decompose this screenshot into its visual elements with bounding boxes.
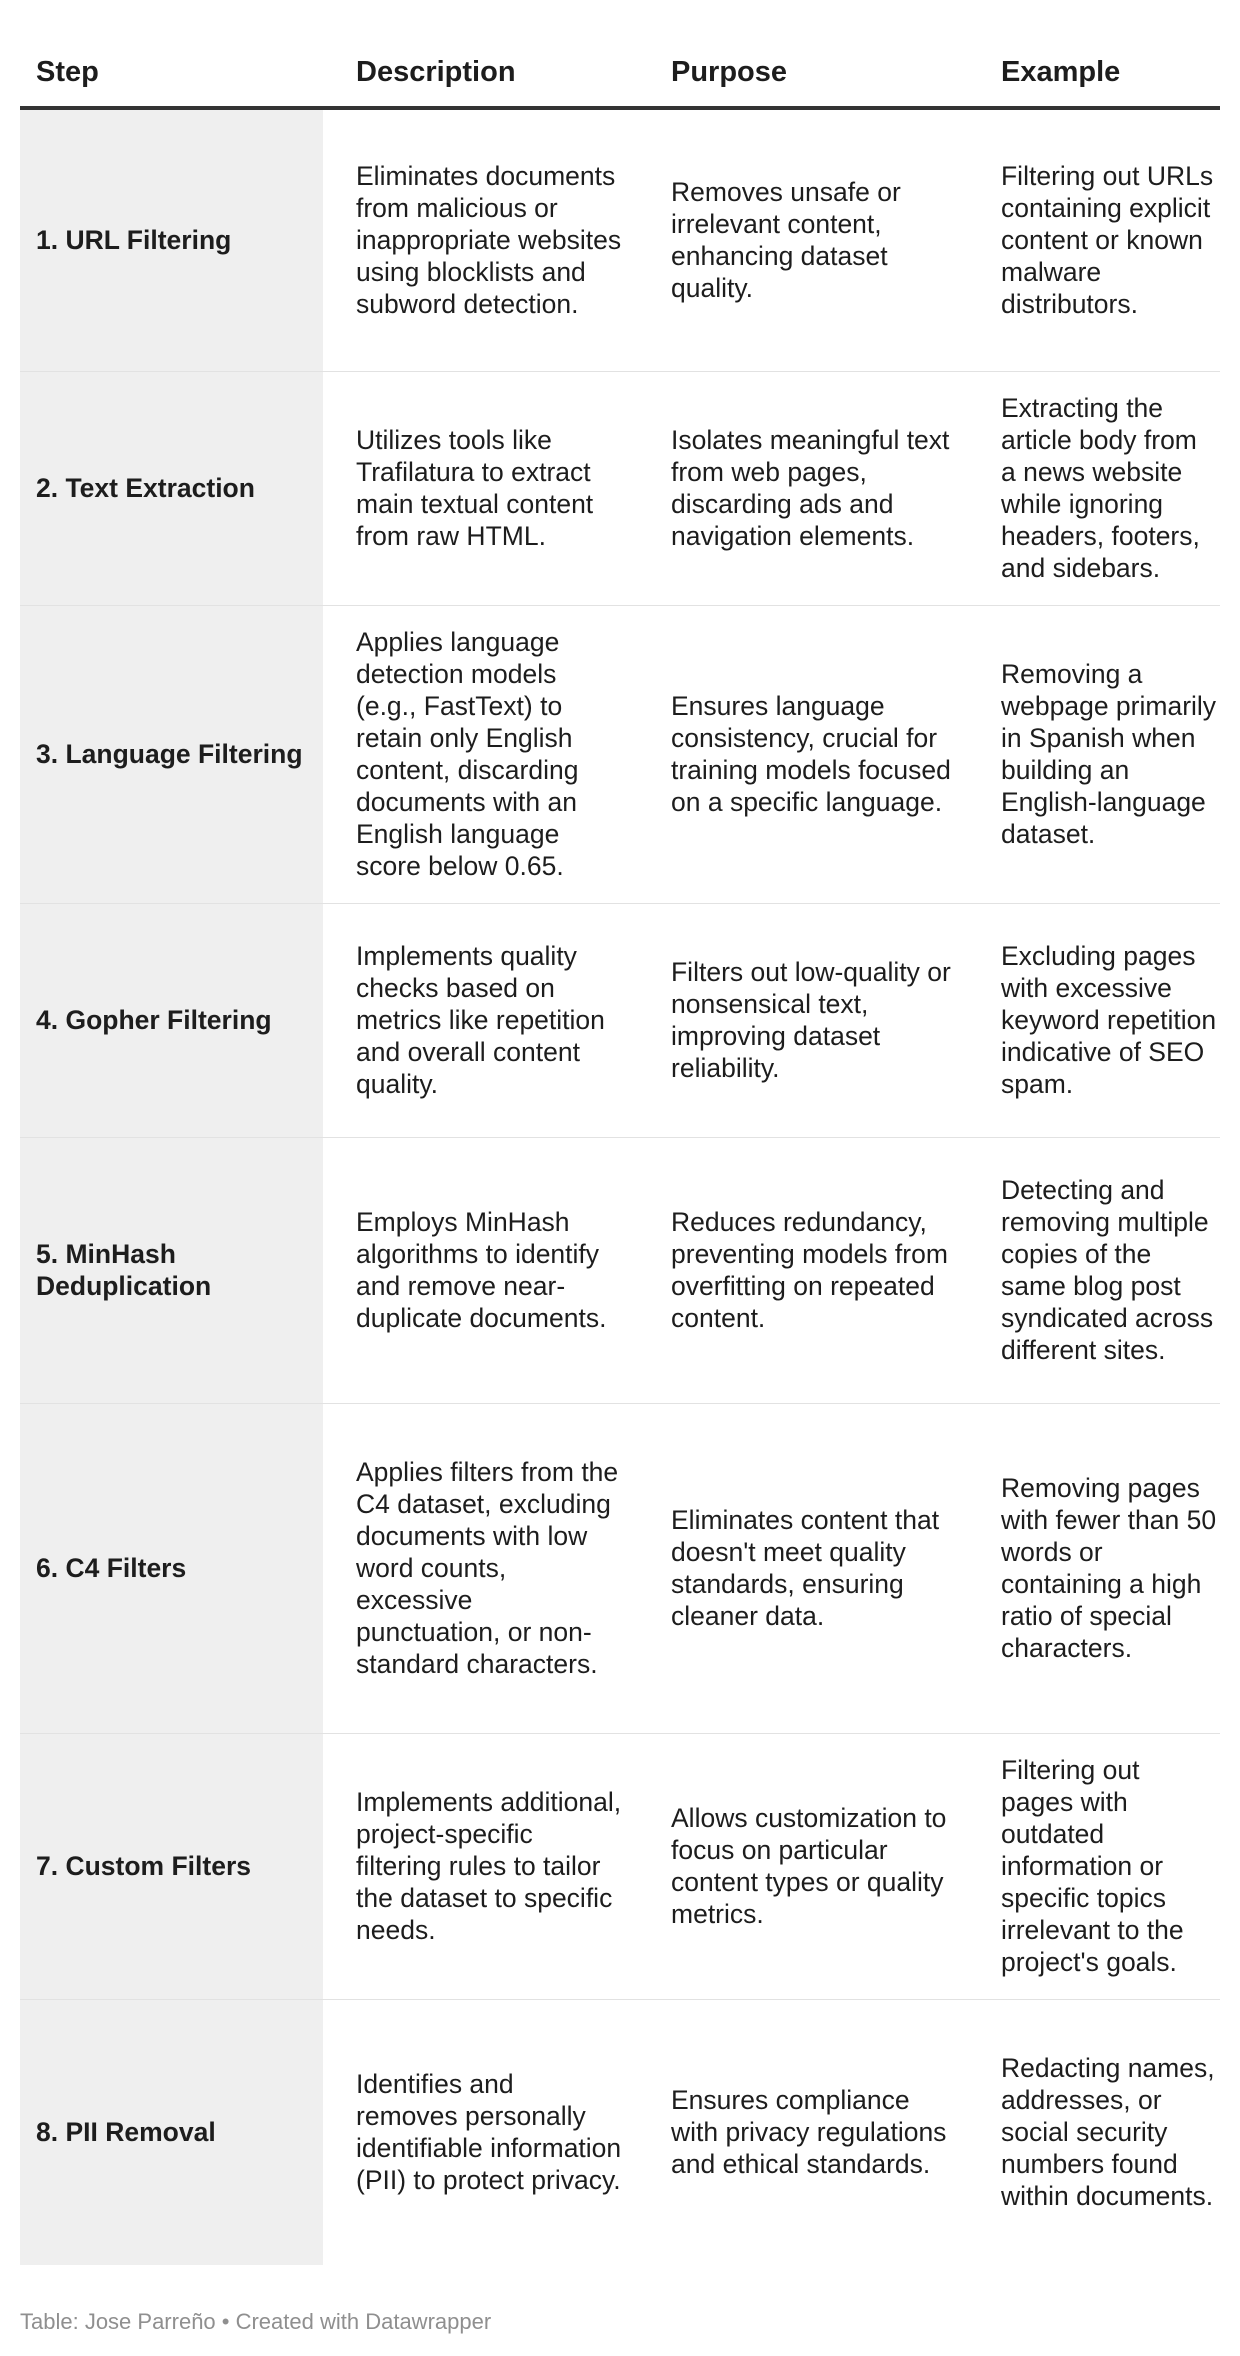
purpose-cell: Ensures compliance with privacy regulations and ethical standards.: [671, 2085, 947, 2180]
table-row: [20, 605, 1220, 903]
step-cell: 2. Text Extraction: [20, 371, 323, 605]
step-cell: 6. C4 Filters: [20, 1403, 323, 1733]
example-cell: Removing pages with fewer than 50 words or containing a high ratio of special characters.: [968, 1403, 1220, 1733]
step-cell: 1. URL Filtering: [20, 108, 323, 371]
header-row: [20, 42, 1220, 108]
step-cell: 8. PII Removal: [20, 1999, 323, 2265]
table-row: [20, 1733, 1220, 1999]
table-row: [20, 371, 1220, 605]
example-cell: Redacting names, addresses, or social security numbers found within documents.: [1001, 2053, 1215, 2212]
example-cell: Removing a webpage primarily in Spanish when building an English-language dataset.: [968, 605, 1220, 903]
example-cell: Detecting and removing multiple copies of the same blog post syndicated across different sites.: [968, 1137, 1220, 1403]
step-cell: 7. Custom Filters: [20, 1733, 323, 1999]
purpose-cell: Reduces redundancy, preventing models from overfitting on repeated content.: [638, 1137, 968, 1403]
description-cell: Applies filters from the C4 dataset, excluding documents with low word counts, excessive punctuation, or non-standard characters.: [323, 1403, 638, 1733]
purpose-cell: Isolates meaningful text from web pages, discarding ads and navigation elements.: [638, 371, 968, 605]
header-description: Description: [323, 42, 638, 108]
description-cell: Employs MinHash algorithms to identify and remove near-duplicate documents.: [323, 1137, 638, 1403]
description-cell: Implements additional, project-specific filtering rules to tailor the dataset to specific needs.: [323, 1733, 638, 1999]
table-row: [20, 1999, 1220, 2265]
filtering-steps-table: [20, 42, 1220, 2265]
purpose-cell: Allows customization to focus on particular content types or quality metrics.: [638, 1733, 968, 1999]
purpose-cell: Eliminates content that doesn't meet quality standards, ensuring cleaner data.: [638, 1403, 968, 1733]
data-table-container: [20, 42, 1220, 2265]
step-cell: 4. Gopher Filtering: [20, 903, 323, 1137]
table-header: [20, 42, 1220, 108]
description-cell: Applies language detection models (e.g., FastText) to retain only English content, discarding documents with an English language score below 0.65.: [323, 605, 638, 903]
table-row: [20, 108, 1220, 371]
table-row: [20, 903, 1220, 1137]
purpose-cell: Filters out low-quality or nonsensical text, improving dataset reliability.: [638, 903, 968, 1137]
step-cell: 3. Language Filtering: [20, 605, 323, 903]
step-cell: 5. MinHash Deduplication: [20, 1137, 323, 1403]
purpose-cell: Removes unsafe or irrelevant content, enhancing dataset quality.: [638, 108, 968, 371]
table-row: [20, 1137, 1220, 1403]
example-cell: Filtering out pages with outdated information or specific topics irrelevant to the project's goals.: [968, 1733, 1220, 1999]
example-cell: Excluding pages with excessive keyword repetition indicative of SEO spam.: [968, 903, 1220, 1137]
description-cell: Utilizes tools like Trafilatura to extract main textual content from raw HTML.: [323, 371, 638, 605]
table-row: [20, 1403, 1220, 1733]
example-cell: Extracting the article body from a news website while ignoring headers, footers, and sidebars.: [968, 371, 1220, 605]
description-cell: Identifies and removes personally identifiable information (PII) to protect privacy.: [356, 2069, 622, 2196]
header-step: Step: [20, 42, 323, 108]
header-example: Example: [968, 42, 1220, 108]
description-cell: Eliminates documents from malicious or inappropriate websites using blocklists and subword detection.: [323, 108, 638, 371]
source-credit: Table: Jose Parreño • Created with Datawrapper: [20, 2309, 492, 2334]
description-cell: Implements quality checks based on metrics like repetition and overall content quality.: [323, 903, 638, 1137]
table-body: [20, 108, 1220, 2265]
purpose-cell: Ensures language consistency, crucial for training models focused on a specific language.: [638, 605, 968, 903]
header-purpose: Purpose: [638, 42, 968, 108]
example-cell: Filtering out URLs containing explicit content or known malware distributors.: [968, 108, 1220, 371]
